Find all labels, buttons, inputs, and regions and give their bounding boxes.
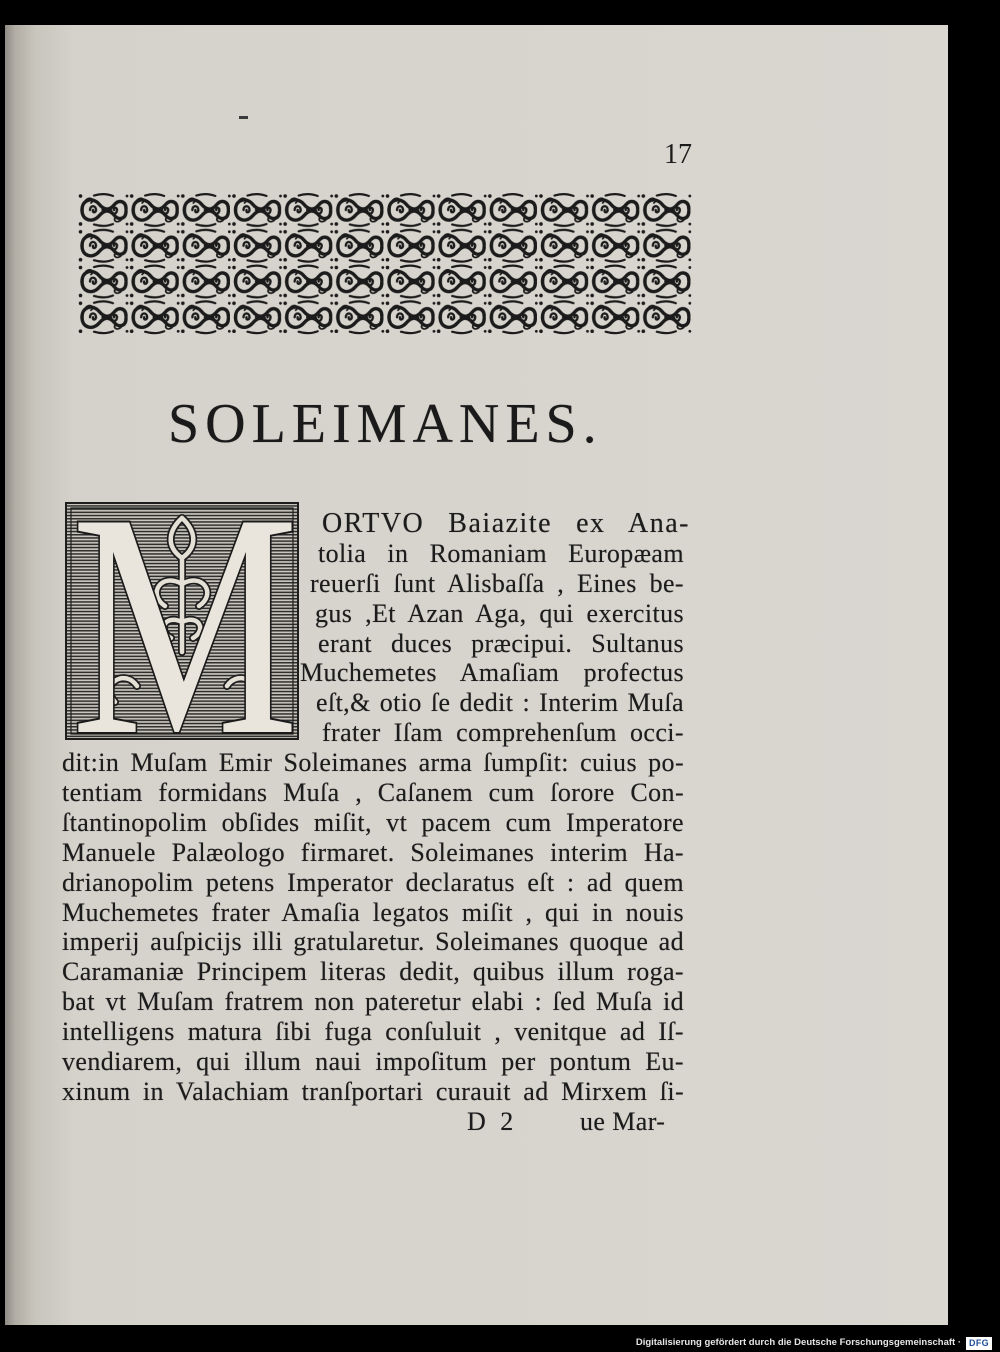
body-line: eſt,& otio ſe dedit : Interim Muſa — [316, 688, 684, 718]
body-line: Muchemetes Amaſiam profectus — [300, 658, 684, 688]
signature-line — [62, 1107, 684, 1137]
body-line: erant duces præcipui. Sultanus — [318, 628, 684, 658]
body-line: tolia in Romaniam Europæam — [318, 538, 684, 568]
catchword: ue Mar- — [580, 1106, 666, 1136]
body-line: imperij auſpicijs illi gratularetur. Soleimanes quoque ad — [62, 927, 684, 957]
drop-cap-letter: M — [71, 502, 299, 740]
body-line: bat vt Muſam fratrem non pateretur elabi : ſed Muſa id — [62, 987, 684, 1017]
book-page — [5, 25, 948, 1325]
body-line: vendiarem, qui illum naui impoſitum per pontum Eu- — [62, 1047, 684, 1077]
page-number: 17 — [664, 139, 692, 170]
body-line: tentiam formidans Muſa , Caſanem cum ſorore Con- — [62, 778, 684, 808]
body-line: frater Iſam comprehenſum occi- — [322, 718, 684, 748]
body-line: xinum in Valachiam tranſportari curauit ad Mirxem ſi- — [62, 1076, 684, 1106]
signature-mark: D 2 — [467, 1106, 518, 1136]
chapter-heading: SOLEIMANES. — [168, 393, 603, 455]
body-line: reuerſi ſunt Alisbaſſa , Eines be- — [310, 568, 684, 598]
body-line: intelligens matura ſibi fuga conſuluit , venitque ad Iſ- — [62, 1017, 684, 1047]
body-line: drianopolim petens Imperator declaratus eſt : ad quem — [62, 867, 684, 897]
headpiece-ornament — [78, 192, 692, 335]
body-line: ſtantinopolim obſides miſit, vt pacem cum Imperatore — [62, 807, 684, 837]
body-text — [62, 508, 690, 1137]
footer-credit: Digitalisierung gefördert durch die Deutsche Forschungsgemeinschaft · — [635, 1337, 961, 1348]
ink-mark — [239, 116, 248, 119]
body-line: Caramaniæ Principem literas dedit, quibus illum roga- — [62, 957, 684, 987]
body-line: Muchemetes frater Amaſia legatos miſit , qui in nouis — [62, 897, 684, 927]
body-line: ORTVO Baiazite ex Ana- — [322, 508, 690, 539]
body-line: gus ,Et Azan Aga, qui exercitus — [315, 598, 684, 628]
body-line: dit:in Muſam Emir Soleimanes arma ſumpſit: cuius po- — [62, 748, 684, 778]
dfg-logo: DFG — [966, 1337, 992, 1350]
body-line: Manuele Palæologo firmaret. Soleimanes interim Ha- — [62, 837, 684, 867]
